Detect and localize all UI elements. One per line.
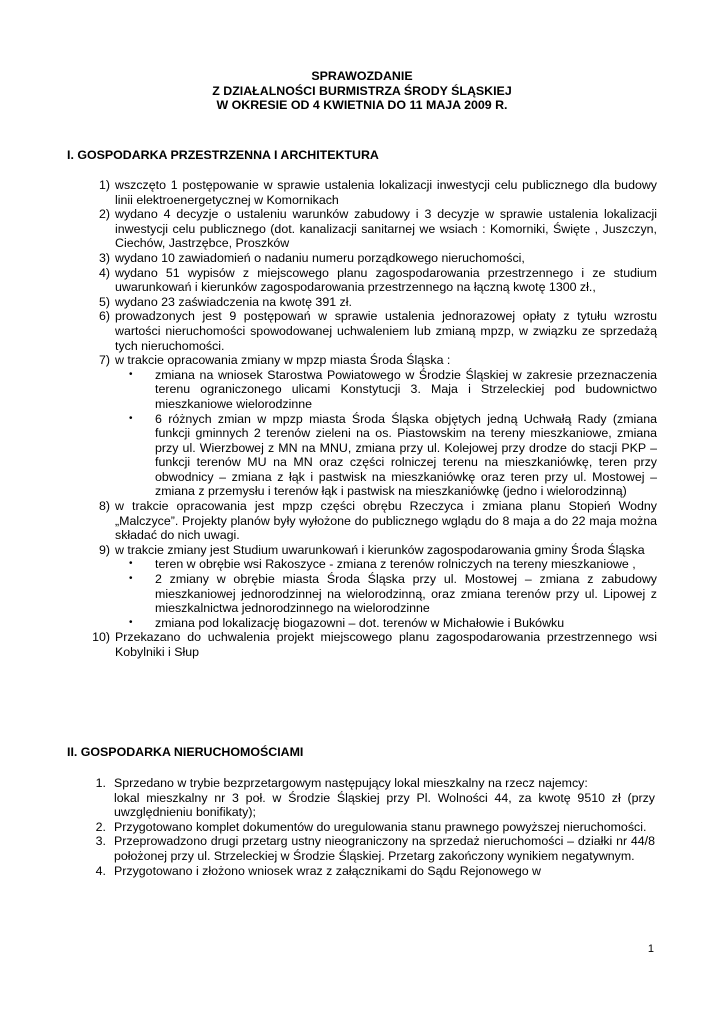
bullet-icon: • [129, 558, 133, 570]
item-number: 2. [95, 819, 106, 834]
item-text: Przekazano do uchwalenia projekt miejscowego planu zagospodarowania przestrzennego wsi Kobylniki i Słup [115, 630, 657, 659]
item-number: 2) [98, 207, 110, 222]
list-item [0, 178, 657, 207]
item-number: 5) [98, 294, 110, 309]
item-text: prowadzonych jest 9 postępowań w sprawie ustalenia jednorazowej opłaty z tytułu wzrostu wartości nieruchomości spowodowanej uchwaleniem lub zmianą mpzp, w związku ze sprzedażą tych nieruchomości. [115, 309, 657, 353]
bullet-item [115, 557, 657, 572]
item-number: 10) [92, 630, 110, 645]
list-item [0, 266, 657, 295]
list-item [0, 864, 655, 879]
item-number: 1. [95, 776, 106, 790]
item-text: Przygotowano i złożono wniosek wraz z załącznikami do Sądu Rejonowego w [114, 863, 542, 878]
bullet-list [115, 557, 657, 630]
bullet-item [115, 572, 657, 616]
list-item [0, 834, 655, 863]
bullet-text: 2 zmiany w obrębie miasta Środa Śląska przy ul. Mostowej – zmiana z zabudowy mieszkaniowej jednorodzinnej na wielorodzinną, oraz zmiana terenów przy ul. Lipowej z mieszkalnictwa jednorodzinnego na wielorodzinne [155, 572, 657, 616]
item-text: wydano 10 zawiadomień o nadaniu numeru porządkowego nieruchomości, [115, 250, 525, 265]
bullet-item [115, 412, 657, 500]
item-number: 7) [98, 353, 110, 368]
report-title [0, 69, 724, 113]
section-1-list [0, 178, 724, 660]
item-text: Przygotowano komplet dokumentów do uregulowania stanu prawnego powyższej nieruchomości. [114, 819, 647, 834]
section-2-list [0, 776, 724, 878]
item-text: wydano 4 decyzje o ustaleniu warunków zabudowy i 3 decyzje w sprawie ustalenia lokalizacji inwestycji celu publicznego (dot. kanalizacji sanitarnej we wsiach : Komorniki, Święte , Juszczyn, Ciechów, Jastrzębce, Proszków [115, 207, 657, 251]
title-line-3: W OKRESIE OD 4 KWIETNIA DO 11 MAJA 2009 R. [216, 98, 508, 113]
item-number: 1) [98, 178, 110, 192]
item-text: Przeprowadzono drugi przetarg ustny nieograniczony na sprzedaż nieruchomości – działki nr 44/8 położonej przy ul. Strzeleckiej w Środzie Śląskiej. Przetarg zakończony wynikiem negatywnym. [114, 834, 655, 863]
item-text: wydano 51 wypisów z miejscowego planu zagospodarowania przestrzennego i ze studium uwarunkowań i kierunków zagospodarowania przestrzennego na łączną kwotę 1300 zł., [115, 265, 657, 295]
section-2-heading: II. GOSPODARKA NIERUCHOMOŚCIAMI [67, 745, 304, 759]
item-text: Sprzedano w trybie bezprzetargowym następujący lokal mieszkalny na rzecz najemcy: [114, 776, 588, 790]
item-number: 4. [95, 863, 106, 878]
bullet-text: zmiana na wniosek Starostwa Powiatowego w Środzie Śląskiej w zakresie przeznaczenia terenu ograniczonego ulicami Konstytucji 3. Maja i Strzeleckiej pod budownictwo mieszkaniowe wielorodzinne [155, 367, 657, 411]
list-item [0, 499, 657, 543]
section-1-heading: I. GOSPODARKA PRZESTRZENNA I ARCHITEKTURA [67, 148, 379, 162]
list-item [0, 820, 655, 835]
page-number: 1 [647, 943, 654, 955]
item-text: wydano 23 zaświadczenia na kwotę 391 zł. [115, 294, 352, 309]
item-number: 3. [95, 834, 106, 849]
title-line-1: SPRAWOZDANIE [311, 69, 413, 83]
bullet-text: teren w obrębie wsi Rakoszyce - zmiana z terenów rolniczych na tereny mieszkaniowe , [155, 557, 636, 572]
bullet-text: 6 różnych zmian w mpzp miasta Środa Śląska objętych jedną Uchwałą Rady (zmiana funkcji gminnych 2 terenów zieleni na os. Piastowskim na tereny mieszkaniowe, zmiana przy ul. Wierzbowej z MN na MNU, zmiana przy ul. Kolejowej przy drodze do stacji PKP – funkcji terenów MU na MN oraz części rolniczej terenu na mieszkaniówkę, teren przy obwodnicy – zmiana z łąk i pastwisk na mieszkaniówkę oraz teren przy ul. Mostowej – zmiana z przemysłu i terenów łąk i pastwisk na mieszkaniówkę (jedno i wielorodzinną) [155, 411, 657, 499]
bullet-text: zmiana pod lokalizację biogazowni – dot. terenów w Michałowie i Bukówku [155, 615, 565, 630]
bullet-list [115, 368, 657, 499]
bullet-item [115, 616, 657, 631]
bullet-icon: • [129, 368, 133, 380]
item-number: 4) [98, 265, 110, 280]
item-text: wszczęto 1 postępowanie w sprawie ustalenia lokalizacji inwestycji celu publicznego dla budowy linii elektroenergetycznej w Komornikach [115, 178, 657, 207]
list-item [0, 207, 657, 251]
item-text: lokal mieszkalny nr 3 poł. w Środzie Śląskiej przy Pl. Wolności 44, za kwotę 9510 zł (przy uwzględnieniu bonifikaty); [114, 790, 655, 820]
list-item [0, 353, 657, 499]
item-number: 8) [98, 499, 110, 514]
list-item [0, 251, 657, 266]
item-text: w trakcie opracowania jest mpzp części obrębu Rzeczyca i zmiana planu Stopień Wodny „Malczyce”. Projekty planów były wyłożone do publicznego wglądu do 8 maja a do 22 maja można składać do nich uwagi. [115, 499, 657, 543]
list-item [0, 295, 657, 310]
list-item [0, 309, 657, 353]
item-number: 9) [98, 542, 110, 557]
item-number: 3) [98, 250, 110, 265]
list-item [0, 776, 655, 820]
list-item [0, 543, 657, 631]
title-line-2: Z DZIAŁALNOŚCI BURMISTRZA ŚRODY ŚLĄSKIEJ [212, 83, 512, 98]
item-text: w trakcie opracowania zmiany w mpzp miasta Środa Śląska : [115, 353, 451, 368]
list-item [0, 630, 657, 659]
bullet-icon: • [129, 412, 133, 424]
item-number: 6) [98, 309, 110, 324]
item-text: w trakcie zmiany jest Studium uwarunkowań i kierunków zagospodarowania gminy Środa Śląska [115, 542, 645, 557]
bullet-icon: • [129, 616, 133, 628]
bullet-icon: • [129, 573, 133, 585]
bullet-item [115, 368, 657, 412]
